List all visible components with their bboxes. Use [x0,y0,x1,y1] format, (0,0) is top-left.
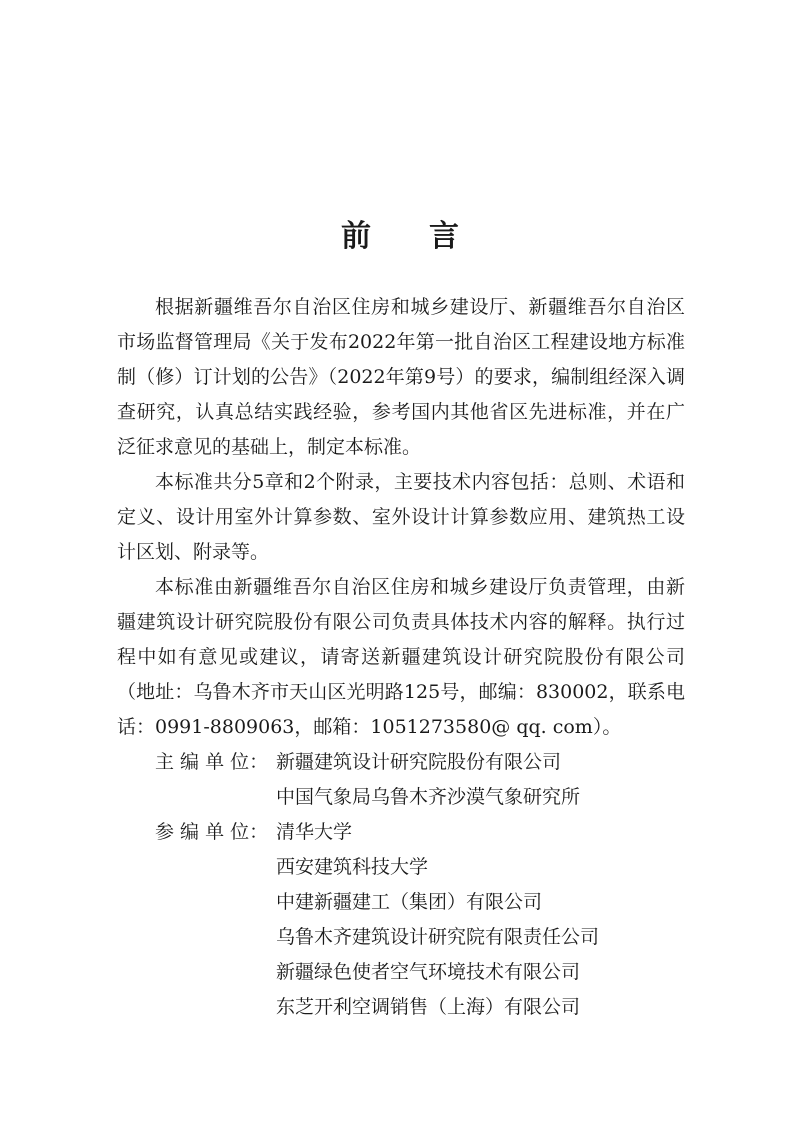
preface-body [117,290,685,1025]
page-title [0,212,800,262]
paragraph-basis: 根据新疆维吾尔自治区住房和城乡建设厅、新疆维吾尔自治区市场监督管理局《关于发布2022年第一批自治区工程建设地方标准制（修）订计划的公告》（2022年第9号）的要求，编制组经深入调查研究，认真总结实践经验，参考国内其他省区先进标准，并在广泛征求意见的基础上，制定本标准。 [117,296,685,458]
participating-units-label: 参 编 单 位： [155,821,269,843]
chief-unit-name: 中国气象局乌鲁木齐沙漠气象研究所 [276,786,581,808]
title-char-1: 前 [341,219,371,254]
chief-unit-name: 新疆建筑设计研究院股份有限公司 [276,751,562,773]
participating-unit-name: 清华大学 [276,821,353,843]
participating-unit-name: 新疆绿色使者空气环境技术有限公司 [276,961,581,983]
list-item [117,920,685,955]
chief-units-section [117,745,685,815]
list-item [117,850,685,885]
paragraph-management: 本标准由新疆维吾尔自治区住房和城乡建设厅负责管理，由新疆建筑设计研究院股份有限公司负责具体技术内容的解释。执行过程中如有意见或建议，请寄送新疆建筑设计研究院股份有限公司（地址：乌鲁木齐市天山区光明路125号，邮编：830002，联系电话：0991-8809063，邮箱：1051273580@ qq. com）。 [117,576,685,738]
participating-unit-name: 东芝开利空调销售（上海）有限公司 [276,996,581,1018]
paragraph-contents: 本标准共分5章和2个附录，主要技术内容包括：总则、术语和定义、设计用室外计算参数、室外设计计算参数应用、建筑热工设计区划、附录等。 [117,471,685,563]
participating-unit-name: 乌鲁木齐建筑设计研究院有限责任公司 [276,926,600,948]
list-item [117,780,685,815]
title-char-2: 言 [429,219,459,254]
participating-unit-name: 中建新疆建工（集团）有限公司 [276,891,543,913]
list-item [117,885,685,920]
participating-unit-name: 西安建筑科技大学 [276,856,429,878]
list-item [117,955,685,990]
participating-units-section [117,815,685,1025]
list-item [117,815,685,850]
list-item [117,990,685,1025]
list-item [117,745,685,780]
chief-units-label: 主 编 单 位： [155,751,269,773]
